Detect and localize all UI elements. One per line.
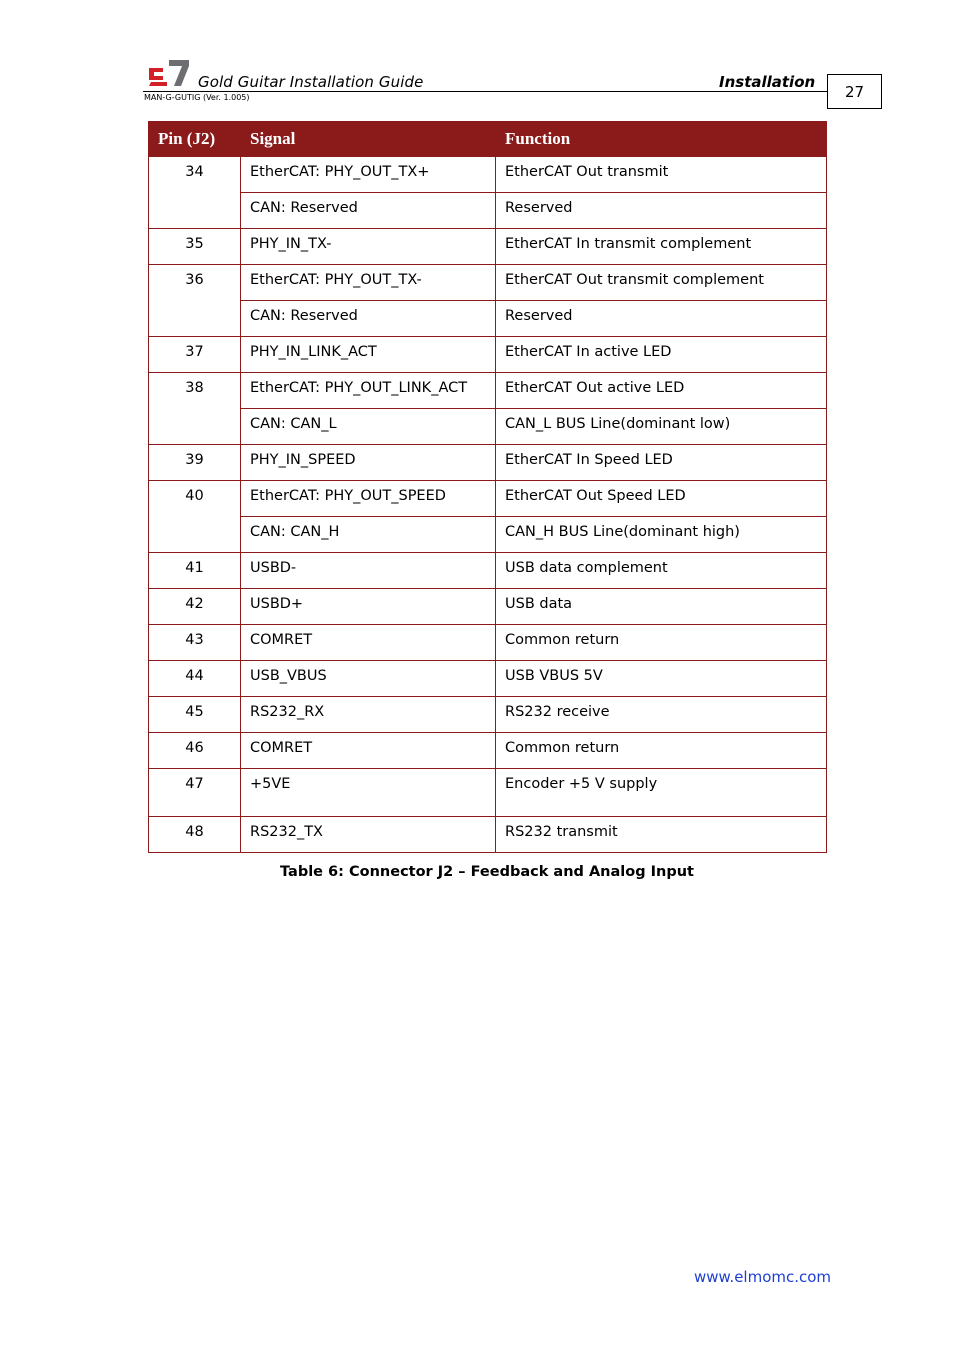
elmo-logo-icon [149,58,189,86]
table-row [149,517,827,553]
page-number: 27 [827,74,882,109]
signal-cell: CAN: Reserved [241,193,496,229]
signal-cell: CAN: CAN_L [241,409,496,445]
section-title: Installation [719,73,816,91]
signal-cell: PHY_IN_TX- [241,229,496,265]
signal-cell: EtherCAT: PHY_OUT_TX- [241,265,496,301]
signal-cell: CAN: Reserved [241,301,496,337]
function-cell: CAN_H BUS Line(dominant high) [496,517,827,553]
pin-cell: 39 [149,445,241,481]
pin-cell: 34 [149,157,241,229]
signal-cell: COMRET [241,625,496,661]
table-row [149,589,827,625]
table-row [149,769,827,817]
pin-cell: 45 [149,697,241,733]
function-cell: EtherCAT In Speed LED [496,445,827,481]
table-row [149,157,827,193]
table-row [149,229,827,265]
table-row [149,481,827,517]
pin-cell: 44 [149,661,241,697]
pin-cell: 47 [149,769,241,817]
signal-cell: +5VE [241,769,496,817]
function-cell: EtherCAT Out transmit [496,157,827,193]
pin-cell: 46 [149,733,241,769]
signal-cell: PHY_IN_SPEED [241,445,496,481]
document-version: MAN-G-GUTIG (Ver. 1.005) [144,93,250,102]
table-row [149,301,827,337]
header-divider [143,91,828,92]
function-cell: EtherCAT Out Speed LED [496,481,827,517]
function-cell: USB data [496,589,827,625]
pin-cell: 40 [149,481,241,553]
pin-cell: 35 [149,229,241,265]
function-cell: CAN_L BUS Line(dominant low) [496,409,827,445]
table-body [149,157,827,853]
table-row [149,409,827,445]
table-row [149,733,827,769]
footer-website-link[interactable]: www.elmomc.com [694,1268,832,1286]
table-row [149,265,827,301]
pin-cell: 37 [149,337,241,373]
table-row [149,661,827,697]
function-cell: EtherCAT In transmit complement [496,229,827,265]
table-row [149,445,827,481]
function-cell: USB VBUS 5V [496,661,827,697]
table-row [149,553,827,589]
table-row [149,625,827,661]
document-title: Gold Guitar Installation Guide [198,73,424,91]
pin-cell: 38 [149,373,241,445]
signal-cell: EtherCAT: PHY_OUT_TX+ [241,157,496,193]
column-header-pin: Pin (J2) [149,122,241,157]
function-cell: RS232 transmit [496,817,827,853]
signal-cell: USBD+ [241,589,496,625]
pin-cell: 41 [149,553,241,589]
table-header-row [149,122,827,157]
function-cell: Reserved [496,301,827,337]
function-cell: RS232 receive [496,697,827,733]
signal-cell: USB_VBUS [241,661,496,697]
signal-cell: CAN: CAN_H [241,517,496,553]
table-caption: Table 6: Connector J2 – Feedback and Analog Input [280,864,694,880]
pin-cell: 36 [149,265,241,337]
column-header-function: Function [496,122,827,157]
table-row [149,373,827,409]
function-cell: USB data complement [496,553,827,589]
signal-cell: EtherCAT: PHY_OUT_SPEED [241,481,496,517]
function-cell: Encoder +5 V supply [496,769,827,817]
signal-cell: RS232_RX [241,697,496,733]
signal-cell: PHY_IN_LINK_ACT [241,337,496,373]
signal-cell: COMRET [241,733,496,769]
pin-cell: 42 [149,589,241,625]
signal-cell: EtherCAT: PHY_OUT_LINK_ACT [241,373,496,409]
column-header-signal: Signal [241,122,496,157]
function-cell: Common return [496,625,827,661]
function-cell: EtherCAT Out active LED [496,373,827,409]
function-cell: Reserved [496,193,827,229]
pin-cell: 43 [149,625,241,661]
function-cell: EtherCAT In active LED [496,337,827,373]
pin-cell: 48 [149,817,241,853]
table-row [149,697,827,733]
table-row [149,193,827,229]
signal-cell: RS232_TX [241,817,496,853]
table-row [149,817,827,853]
function-cell: Common return [496,733,827,769]
connector-j2-table [148,121,827,853]
function-cell: EtherCAT Out transmit complement [496,265,827,301]
table-row [149,337,827,373]
signal-cell: USBD- [241,553,496,589]
